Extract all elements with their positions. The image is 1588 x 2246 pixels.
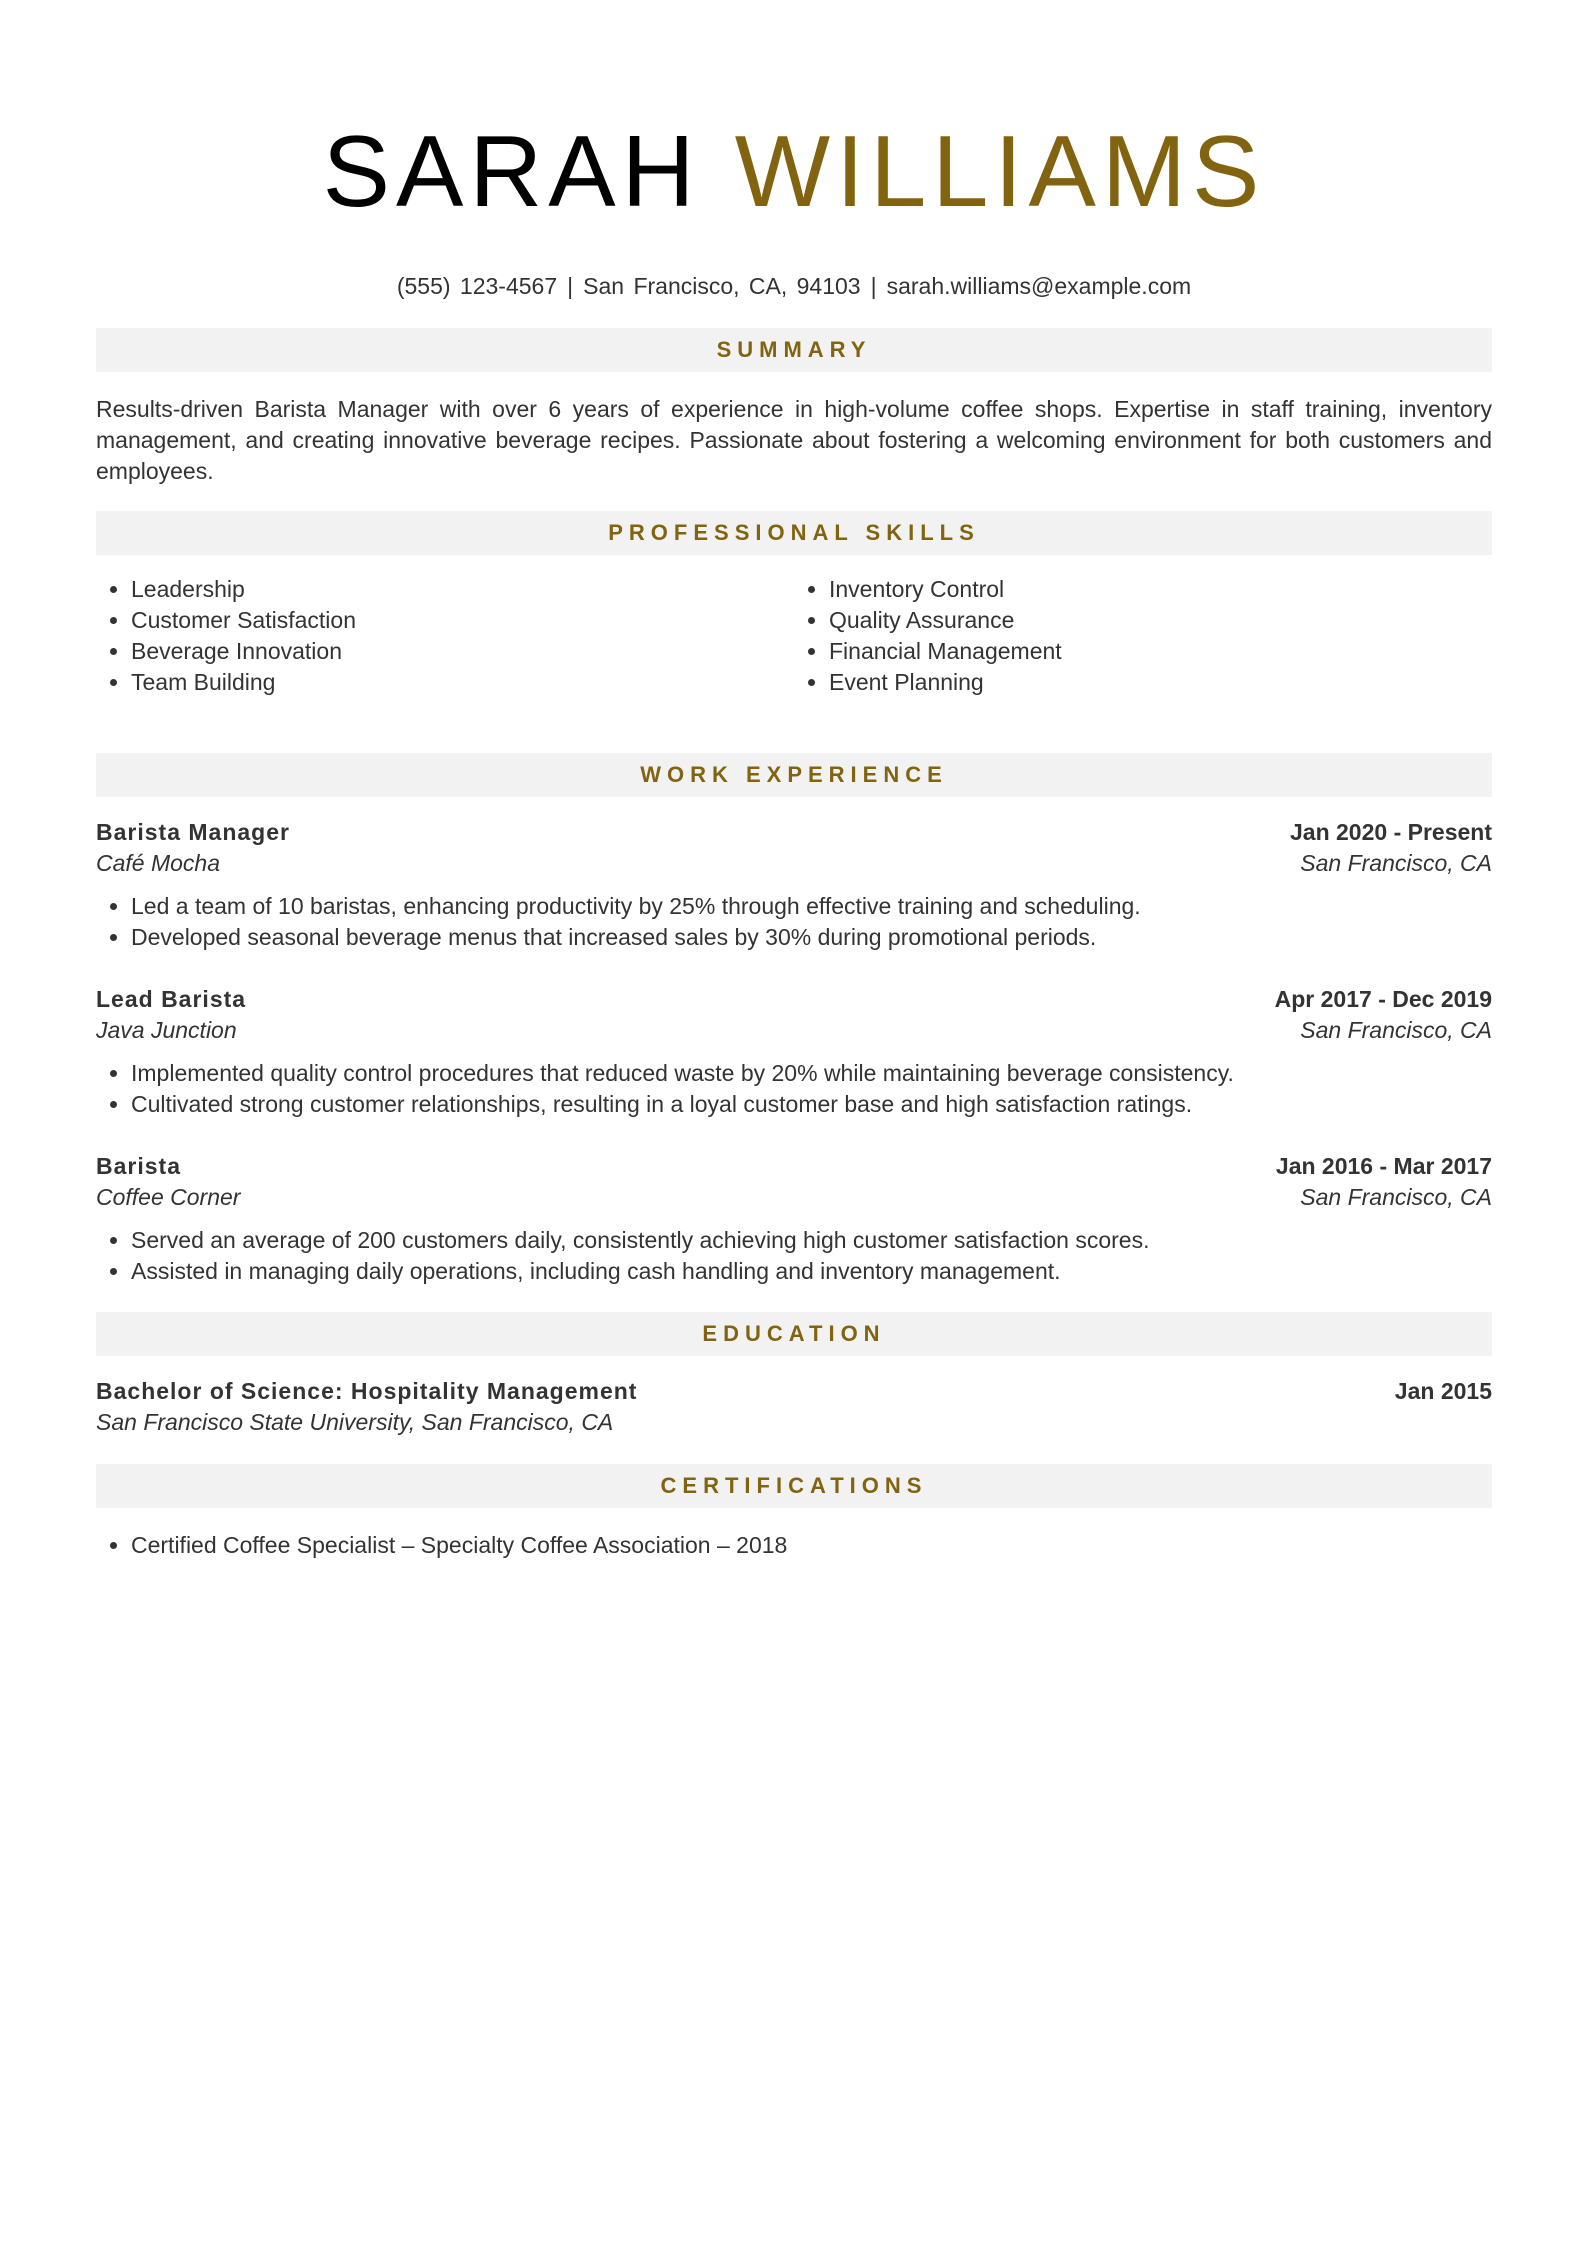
job-subheader [96,1015,1492,1046]
last-name: WILLIAMS [734,116,1266,228]
skills-column-right [794,574,1492,698]
job-title: Barista [96,1153,181,1179]
skill-item: • Team Building [131,667,794,698]
first-name: SARAH [322,116,701,228]
education-entry [96,1376,1492,1438]
skills-heading: PROFESSIONAL SKILLS [96,511,1492,555]
phone-number: (555) 123-4567 [396,273,558,299]
education-subheader [96,1407,1492,1438]
company-name: Coffee Corner [96,1184,241,1210]
job-title: Barista Manager [96,819,290,845]
summary-text: Results-driven Barista Manager with over 6 years of experience in high-volume coffee shops. Expertise in staff training, inventory management, and creating innovative beverage recipes. Passionate about fostering a welcoming environment for both customers and employees. [96,396,1492,484]
job-title: Lead Barista [96,986,247,1012]
job-bullet: • Developed seasonal beverage menus that increased sales by 30% during promotional periods. [131,922,1492,953]
skills-column-left [96,574,794,698]
school-name: San Francisco State University, San Francisco, CA [96,1409,614,1435]
company-name: Café Mocha [96,850,221,876]
job-bullet: • Served an average of 200 customers daily, consistently achieving high customer satisfaction scores. [131,1225,1492,1256]
skill-item: • Financial Management [829,636,1492,667]
degree: Bachelor of Science: Hospitality Management [96,1378,638,1404]
location: San Francisco, CA, 94103 [583,273,861,299]
certifications-list [96,1530,1492,1561]
contact-line [96,272,1492,300]
job-header [96,984,1492,1015]
skill-item: • Quality Assurance [829,605,1492,636]
skill-item: • Inventory Control [829,574,1492,605]
education-header [96,1376,1492,1407]
resume-name [96,0,1492,226]
skill-item: • Customer Satisfaction [131,605,794,636]
job-bullet: • Led a team of 10 baristas, enhancing productivity by 25% through effective training and scheduling. [131,891,1492,922]
job-bullets [96,1058,1492,1120]
job-header [96,1151,1492,1182]
job-bullets [96,1225,1492,1287]
graduation-date: Jan 2015 [1394,1378,1492,1404]
education-heading: EDUCATION [96,1312,1492,1356]
email-address: sarah.williams@example.com [886,273,1192,299]
skill-item: • Event Planning [829,667,1492,698]
job-entry [96,1151,1492,1287]
job-dates: Jan 2020 - Present [1289,819,1492,845]
job-bullet: • Assisted in managing daily operations, including cash handling and inventory management. [131,1256,1492,1287]
job-dates: Jan 2016 - Mar 2017 [1275,1153,1492,1179]
company-name: Java Junction [96,1017,237,1043]
job-subheader [96,1182,1492,1213]
certifications-heading: CERTIFICATIONS [96,1464,1492,1508]
job-location: San Francisco, CA [1300,1017,1492,1043]
certification-item: • Certified Coffee Specialist – Specialty Coffee Association – 2018 [131,1530,1492,1561]
skill-item: • Beverage Innovation [131,636,794,667]
job-bullets [96,891,1492,953]
job-entry [96,984,1492,1120]
job-entry [96,817,1492,953]
job-bullet: • Implemented quality control procedures that reduced waste by 20% while maintaining beverage consistency. [131,1058,1492,1089]
skills-list [96,574,1492,698]
job-location: San Francisco, CA [1300,850,1492,876]
job-bullet: • Cultivated strong customer relationships, resulting in a loyal customer base and high satisfaction ratings. [131,1089,1492,1120]
work-experience-heading: WORK EXPERIENCE [96,753,1492,797]
separator: | [567,273,574,299]
job-subheader [96,848,1492,879]
summary-heading: SUMMARY [96,328,1492,372]
skill-item: • Leadership [131,574,794,605]
job-header [96,817,1492,848]
job-dates: Apr 2017 - Dec 2019 [1274,986,1492,1012]
separator: | [870,273,877,299]
job-location: San Francisco, CA [1300,1184,1492,1210]
